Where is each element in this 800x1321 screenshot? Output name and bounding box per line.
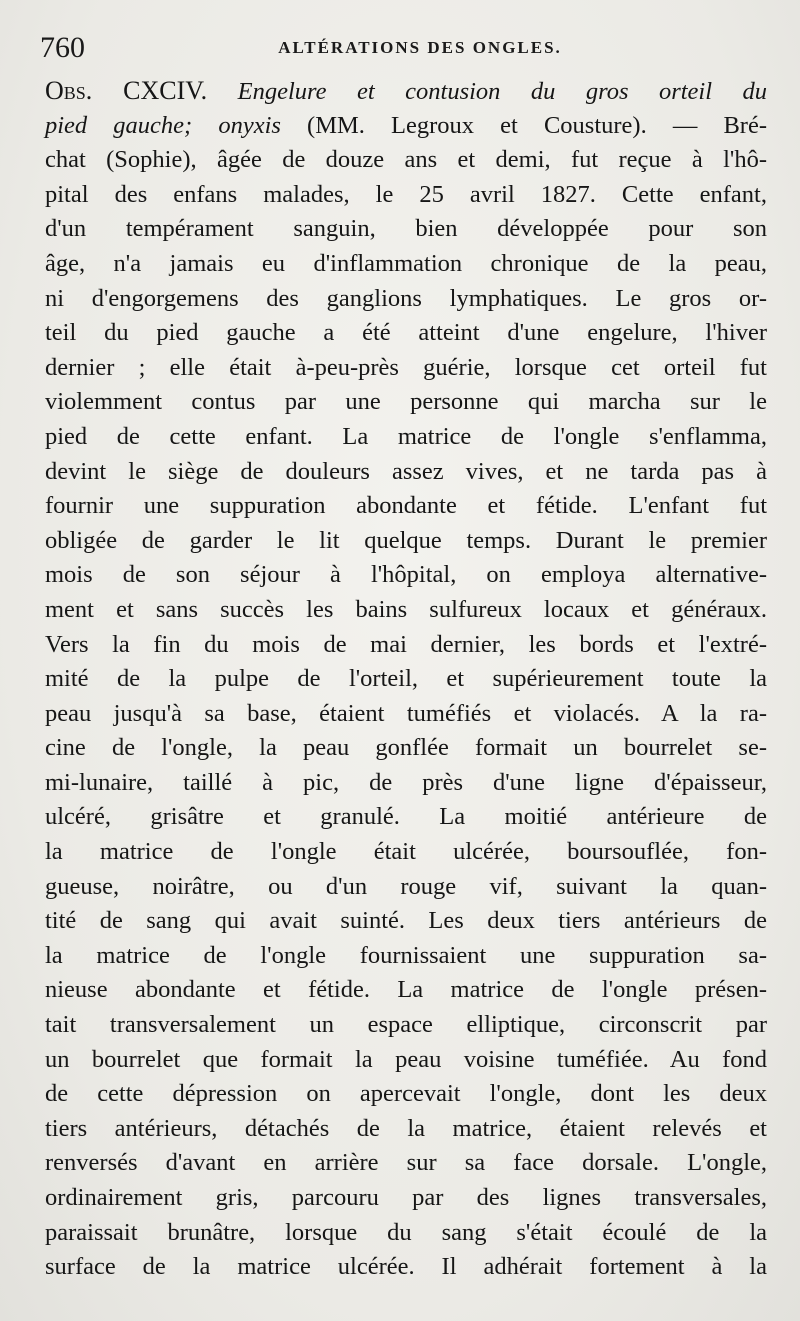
text-line: tité de sang qui avait suinté. Les deux tiers antérieurs de [45, 907, 767, 935]
observation-authors: (MM. Legroux et Cousture). — Bré- [280, 111, 767, 139]
text-line: mité de la pulpe de l'orteil, et supérieurement toute la [45, 665, 767, 693]
text-line: gueuse, noirâtre, ou d'un rouge vif, suivant la quan- [45, 872, 767, 900]
text-line: d'un tempérament sanguin, bien développée pour son [45, 215, 767, 243]
text-line: tiers antérieurs, détachés de la matrice, étaient relevés et [45, 1114, 767, 1142]
page-number: 760 [40, 31, 85, 64]
text-line: de cette dépression on apercevait l'ongle, dont les deux [45, 1080, 767, 1108]
text-line: mi-lunaire, taillé à pic, de près d'une ligne d'épaisseur, [45, 768, 767, 796]
text-line: nieuse abondante et fétide. La matrice de l'ongle présen- [45, 976, 767, 1004]
text-line: devint le siège de douleurs assez vives, et ne tarda pas à [45, 457, 767, 485]
text-line: un bourrelet que formait la peau voisine tuméfiée. Au fond [45, 1045, 767, 1073]
text-line: ment et sans succès les bains sulfureux locaux et généraux. [45, 595, 767, 623]
text-line: la matrice de l'ongle était ulcérée, boursouflée, fon- [45, 838, 767, 866]
text-line: âge, n'a jamais eu d'inflammation chronique de la peau, [45, 249, 767, 277]
text-line: dernier ; elle était à-peu-près guérie, lorsque cet orteil fut [45, 353, 767, 381]
observation-title: Engelure et contusion du gros orteil du [237, 78, 767, 105]
observation-title-continued: pied gauche; onyxis [45, 111, 281, 139]
page-header [40, 30, 760, 70]
text-line: pied de cette enfant. La matrice de l'ongle s'enflamma, [45, 422, 767, 450]
text-line: violemment contus par une personne qui marcha sur le [45, 388, 767, 416]
text-line: mois de son séjour à l'hôpital, on employa alternative- [45, 561, 767, 589]
text-line: peau jusqu'à sa base, étaient tuméfiés et violacés. A la ra- [45, 699, 767, 727]
text-line: obligée de garder le lit quelque temps. Durant le premier [45, 526, 767, 554]
text-line [45, 109, 767, 144]
text-line: la matrice de l'ongle fournissaient une suppuration sa- [45, 941, 767, 969]
text-line: ordinairement gris, parcouru par des lignes transversales, [45, 1184, 767, 1211]
text-line: renversés d'avant en arrière sur sa face dorsale. L'ongle, [45, 1149, 767, 1177]
text-line: teil du pied gauche a été atteint d'une engelure, l'hiver [45, 319, 767, 347]
text-line: cine de l'ongle, la peau gonflée formait un bourrelet se- [45, 734, 767, 762]
paragraph-lines [45, 143, 767, 1285]
text-line: ni d'engorgemens des ganglions lymphatiques. Le gros or- [45, 284, 767, 312]
text-line: chat (Sophie), âgée de douze ans et demi, fut reçue à l'hô- [45, 146, 767, 174]
text-line: paraissait brunâtre, lorsque du sang s'était écoulé de la [45, 1218, 767, 1246]
text-line: fournir une suppuration abondante et fétide. L'enfant fut [45, 492, 767, 520]
text-line: Vers la fin du mois de mai dernier, les bords et l'extré- [45, 630, 767, 658]
running-head: ALTÉRATIONS DES ONGLES. [278, 38, 562, 57]
body-text [45, 74, 767, 1285]
text-line: tait transversalement un espace elliptique, circonscrit par [45, 1011, 767, 1039]
text-line: surface de la matrice ulcérée. Il adhérait fortement à la [45, 1253, 767, 1281]
text-line: ulcéré, grisâtre et granulé. La moitié antérieure de [45, 803, 767, 831]
text-line [45, 74, 767, 109]
observation-label: Obs. CXCIV. [45, 76, 208, 105]
text-line: pital des enfans malades, le 25 avril 1827. Cette enfant, [45, 180, 767, 208]
